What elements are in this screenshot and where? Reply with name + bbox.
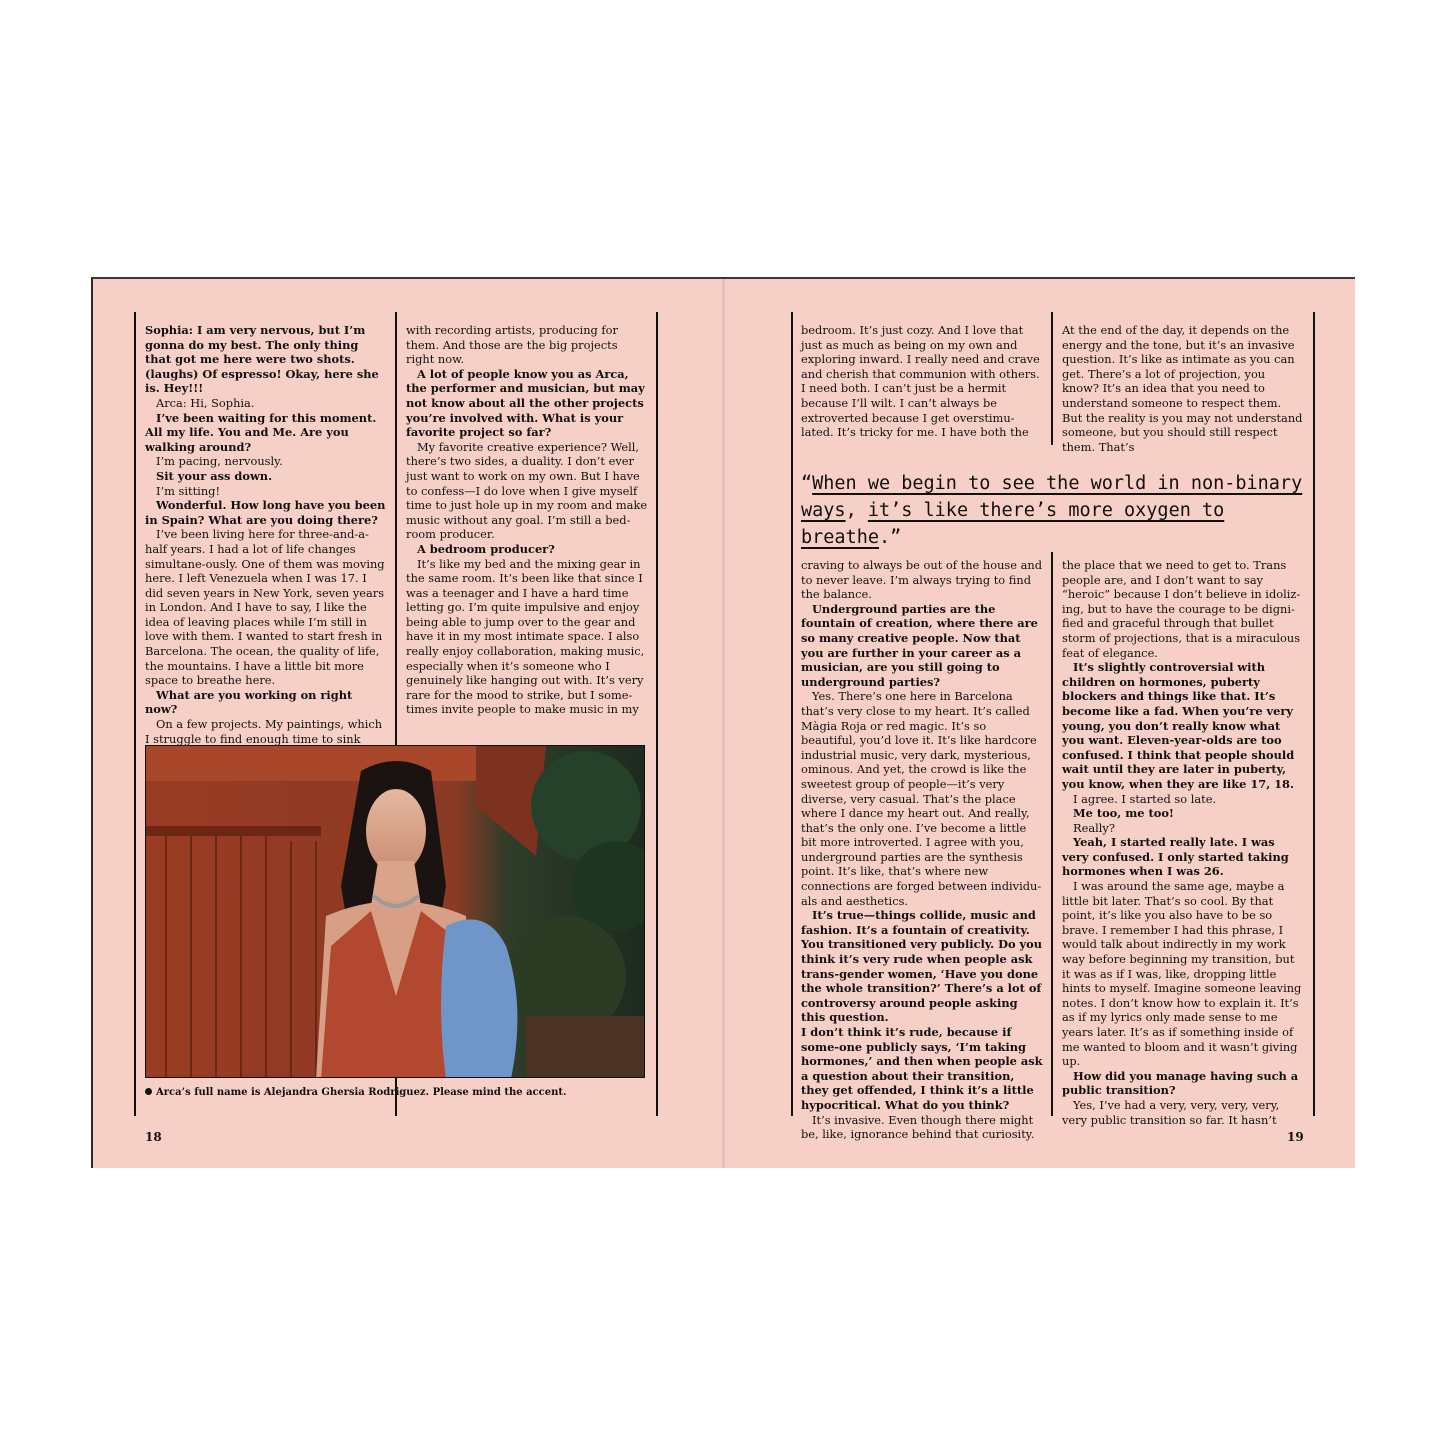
pull-quote-close: .” — [878, 527, 902, 548]
interview-answer: craving to always be out of the house and to never leave. I’m always trying to find the balance. — [801, 558, 1043, 602]
pull-quote-open: “ — [801, 473, 813, 494]
column-rule — [1051, 552, 1053, 1116]
interview-question: Sit your ass down. — [156, 468, 273, 483]
interview-answer: My favorite creative experience? Well, there’s two sides, a duality. I don’t ever just want to work on my own. But I have to confess—I do love when I give myself time to just hole up in my room and make music without any goal. I’m still a bed-room producer. — [406, 439, 648, 542]
interview-question: I don’t think it’s rude, because if some-one publicly says, ‘I’m taking hormones,’ and then when people ask a question about their transition, they get offended, I think it’s a little hypocritical. What do you think? — [801, 1025, 1043, 1112]
interview-question: What are you working on right now? — [145, 687, 353, 717]
column-rule — [134, 312, 136, 1116]
bullet-dot-icon — [145, 1088, 152, 1095]
interview-answer: Arca: Hi, Sophia. — [156, 395, 255, 410]
interview-answer: I agree. I started so late. — [1073, 791, 1217, 806]
column-rule — [1313, 312, 1315, 1116]
interview-answer: I was around the same age, maybe a little bit later. That’s so cool. By that point, it’s like you also have to be so brave. I remember I had this phrase, I would talk about indirectly in my work way before beginning my transition, but it was as if I was, like, dropping little hints to myself. Imagine someone leaving notes. I don’t know how to explain it. It’s as if my lyrics only made sense to me years later. It’s as if something inside of me wanted to bloom and it wasn’t giving up. — [1062, 879, 1302, 1069]
interview-question: Underground parties are the fountain of creation, where there are so many creative people. Now that you are further in your career as a musician, are you still going to underground parties? — [801, 601, 1038, 689]
interview-answer: At the end of the day, it depends on the energy and the tone, but it’s an invasive question. It’s like as intimate as you can get. There’s a lot of projection, you know? It’s an idea that you need to understand someone to respect them. But the reality is you may not understand someone, but you should still respect them. That’s — [1062, 323, 1303, 454]
column-rule — [791, 312, 793, 1116]
interview-question: It’s slightly controversial with children on hormones, puberty blockers and things like that. It’s become like a fad. When you’re very young, you don’t really know what you want. Eleven-year-olds are too confused. I think that people should wait until they are later in puberty, you know, when they are like 17, 18. — [1062, 660, 1295, 791]
interview-answer: Really? — [1073, 820, 1115, 835]
pull-quote-comma: , — [845, 500, 868, 521]
interview-answer: Yes. There’s one here in Barcelona that’s very close to my heart. It’s called Màgia Roja or red magic. It’s so beautiful, you’d love it. It’s like hardcore industrial music, very dark, mysterious, ominous. And yet, the crowd is like the sweetest group of people—it’s very diverse, very casual. That’s the place where I dance my heart out. And really, that’s the only one. I’ve become a little bit more introverted. I agree with you, underground parties are the synthesis point. It’s like, that’s where new connections are forged between individu-als and aesthetics. — [801, 689, 1042, 908]
right-column-1-top — [801, 323, 1043, 440]
caption-text: Arca’s full name is Alejandra Ghersia Rodriguez. Please mind the accent. — [156, 1087, 567, 1098]
right-column-1-bottom — [801, 558, 1043, 1142]
interview-question: How did you manage having such a public transition? — [1062, 1068, 1299, 1098]
photo-caption — [145, 1087, 566, 1098]
interview-question: A bedroom producer? — [417, 541, 555, 556]
page-gutter — [722, 277, 725, 1168]
interview-answer: with recording artists, producing for them. And those are the big projects right now. — [406, 323, 618, 367]
pull-quote — [801, 470, 1306, 551]
portrait-photo — [145, 745, 645, 1078]
interview-answer: I’ve been living here for three-and-a-half years. I had a lot of life changes simultane-ously. One of them was moving here. I left Venezuela when I was 17. I did seven years in New York, seven years in London. And I have to say, I like the idea of leaving places while I’m still in love with them. I wanted to start fresh in Barcelona. The ocean, the quality of life, the mountains. I have a little bit more space to breathe here. — [145, 527, 385, 688]
interview-answer: Yes, I’ve had a very, very, very, very, very public transition so far. It hasn’t — [1062, 1097, 1280, 1127]
interview-question: Yeah, I started really late. I was very confused. I only started taking hormones when I was 26. — [1062, 835, 1289, 879]
left-column-2 — [406, 323, 648, 717]
interview-answer: I’m pacing, nervously. — [156, 454, 283, 469]
page-number-left: 18 — [145, 1130, 162, 1144]
interview-question: I’ve been waiting for this moment. All my life. You and Me. Are you walking around? — [145, 410, 377, 454]
interview-question: Wonderful. How long have you been in Spain? What are you doing there? — [145, 498, 386, 527]
right-column-2-top — [1062, 323, 1304, 454]
interview-question: It’s true—things collide, music and fashion. It’s a fountain of creativity. You transitioned very publicly. Do you think it’s very rude when people ask trans-gender women, ‘Have you done the whole transition?’ There’s a lot of controversy around people asking this question. — [801, 908, 1043, 1025]
page-number-right: 19 — [1287, 1130, 1304, 1144]
interview-question: A lot of people know you as Arca, the performer and musician, but may not know about all the other projects you’re involved with. What is your favorite project so far? — [406, 366, 645, 440]
pull-quote-line1: When we begin to see the world in non-binary — [812, 473, 1303, 494]
right-column-2-bottom — [1062, 558, 1304, 1127]
column-rule — [656, 312, 658, 1116]
pull-quote-line2a: ways — [801, 500, 846, 521]
left-column-1 — [145, 323, 387, 761]
interview-answer: It’s invasive. Even though there might be, like, ignorance behind that curiosity. — [801, 1112, 1035, 1142]
interview-answer: the place that we need to get to. Trans people are, and I don’t want to say “heroic” because I don’t believe in idoliz-ing, but to have the courage to be digni-fied and graceful through that bullet storm of projections, that is a miraculous feat of elegance. — [1062, 558, 1301, 660]
interview-answer: bedroom. It’s just cozy. And I love that just as much as being on my own and exploring inward. I really need and crave and cherish that communion with others. I need both. I can’t just be a hermit because I’ll wilt. I can’t always be extroverted because I get overstimu-lated. It’s tricky for me. I have both the — [801, 323, 1040, 440]
interview-answer: It’s like my bed and the mixing gear in the same room. It’s been like that since I was a teenager and I have a hard time letting go. I’m quite impulsive and enjoy being able to jump over to the gear and have it in my most intimate space. I also really enjoy collaboration, making music, especially when it’s someone who I genuinely like hanging out with. It’s very rare for the mood to strike, but I some-times invite people to make music in my — [406, 556, 645, 717]
interview-answer: I’m sitting! — [156, 483, 221, 498]
column-rule — [1051, 312, 1053, 445]
interview-question: Me too, me too! — [1073, 806, 1174, 821]
pull-quote-line2b: it’s like there’s more oxygen to breathe — [801, 500, 1225, 548]
interview-question: Sophia: I am very nervous, but I’m gonna do my best. The only thing that got me here were two shots. (laughs) Of espresso! Okay, here she is. Hey!!! — [145, 323, 379, 396]
interview-answer: On a few projects. My paintings, which I struggle to find enough time to sink — [145, 717, 383, 746]
